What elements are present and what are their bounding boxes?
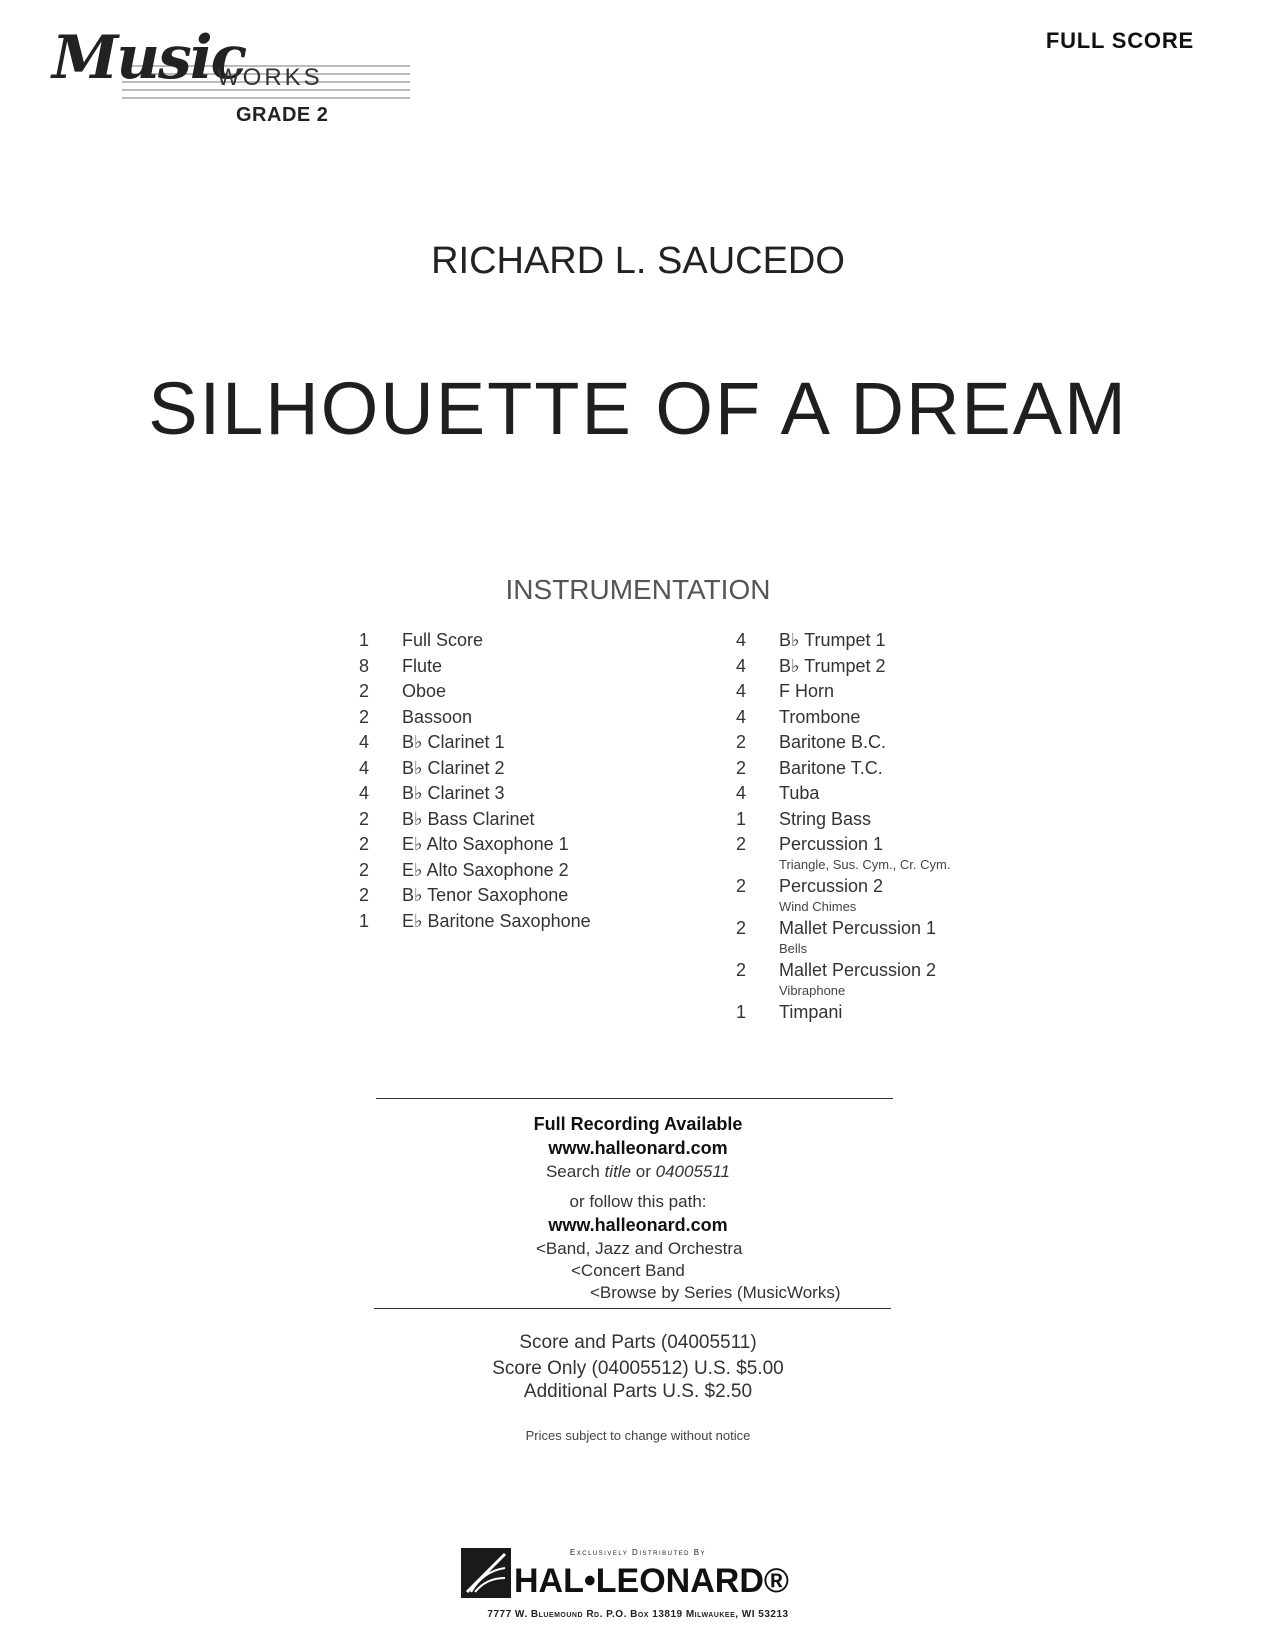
instrument-name: E♭ Alto Saxophone 1 <box>402 834 569 854</box>
instrument-name: Percussion 2 <box>779 876 884 896</box>
instrument-name: B♭ Bass Clarinet <box>402 808 535 829</box>
price-line-2: Score Only (04005512) U.S. $5.00 <box>492 1358 784 1379</box>
path-step-2: <Concert Band <box>571 1261 685 1280</box>
price-disclaimer: Prices subject to change without notice <box>525 1428 751 1443</box>
instrument-name: Baritone B.C. <box>779 732 887 752</box>
instrument-name: B♭ Trumpet 2 <box>779 655 886 676</box>
instrument-name: B♭ Clarinet 1 <box>402 732 505 752</box>
instrument-quantity: 4 <box>735 681 746 701</box>
instrument-quantity: 4 <box>735 783 746 803</box>
instrument-quantity: 1 <box>735 808 746 829</box>
logo-script-text: Music <box>52 23 246 93</box>
divider-top <box>376 1098 893 1099</box>
instrument-name: E♭ Alto Saxophone 2 <box>402 859 569 880</box>
instrument-quantity: 4 <box>735 630 746 650</box>
path-step-1: <Band, Jazz and Orchestra <box>536 1239 743 1258</box>
instrument-name: B♭ Trumpet 1 <box>779 630 886 650</box>
instrument-name: Timpani <box>779 1002 843 1022</box>
instrument-list-left <box>354 630 674 970</box>
instrumentation-heading: INSTRUMENTATION <box>505 574 771 605</box>
score-type-label: FULL SCORE <box>1045 28 1194 53</box>
search-prefix: Search <box>545 1162 600 1181</box>
instrument-note: Vibraphone <box>779 983 846 998</box>
grade-label: GRADE 2 <box>236 104 329 126</box>
piece-title: SILHOUETTE OF A DREAM <box>148 367 1128 450</box>
instrument-quantity: 2 <box>735 757 746 778</box>
search-title-word: title <box>604 1162 632 1181</box>
search-instructions <box>0 1162 1276 1182</box>
instrument-name: Bassoon <box>402 706 473 727</box>
recording-url[interactable]: www.halleonard.com <box>548 1138 728 1158</box>
instrument-name: B♭ Clarinet 2 <box>402 757 505 778</box>
instrument-name: F Horn <box>779 681 835 701</box>
price-line-3: Additional Parts U.S. $2.50 <box>523 1381 753 1402</box>
instrument-quantity: 8 <box>358 655 369 676</box>
instrument-list-right <box>731 630 1051 1050</box>
instrument-quantity: 4 <box>358 757 369 778</box>
instrument-quantity: 2 <box>735 834 746 854</box>
instrument-name: Oboe <box>402 681 447 701</box>
instrument-name: Mallet Percussion 2 <box>779 960 937 980</box>
publisher-address: 7777 W. Bluemound Rd. P.O. Box 13819 Milwaukee, WI 53213 <box>487 1609 789 1620</box>
follow-path-text: or follow this path: <box>569 1192 707 1211</box>
instrument-quantity: 2 <box>358 885 369 905</box>
instrument-quantity: 2 <box>358 834 369 854</box>
instrument-name: Flute <box>402 655 443 676</box>
instrument-name: B♭ Tenor Saxophone <box>402 885 569 905</box>
instrument-note: Triangle, Sus. Cym., Cr. Cym. <box>779 857 951 872</box>
search-or: or <box>635 1162 651 1181</box>
recording-heading: Full Recording Available <box>533 1114 743 1134</box>
instrument-quantity: 1 <box>735 1002 746 1022</box>
instrument-quantity: 4 <box>358 783 369 803</box>
instrument-name: B♭ Clarinet 3 <box>402 783 505 803</box>
hal-leonard-logo-icon <box>461 1548 511 1598</box>
instrument-note: Bells <box>779 941 808 956</box>
instrument-name: Full Score <box>402 630 484 650</box>
search-code: 04005511 <box>655 1162 731 1181</box>
instrument-quantity: 1 <box>358 910 369 931</box>
instrument-quantity: 2 <box>358 681 369 701</box>
instrument-quantity: 1 <box>358 630 369 650</box>
instrument-name: Tuba <box>779 783 820 803</box>
path-step-3: <Browse by Series (MusicWorks) <box>590 1283 841 1302</box>
composer-name: RICHARD L. SAUCEDO <box>431 240 845 282</box>
instrument-quantity: 4 <box>735 655 746 676</box>
instrument-quantity: 2 <box>358 808 369 829</box>
instrument-note: Wind Chimes <box>779 899 857 914</box>
instrument-name: Mallet Percussion 1 <box>779 918 937 938</box>
instrument-quantity: 2 <box>358 706 369 727</box>
instrument-name: String Bass <box>779 808 872 829</box>
publisher-name: HAL•LEONARD® <box>514 1562 789 1600</box>
instrument-quantity: 2 <box>735 918 746 938</box>
price-line-1: Score and Parts (04005511) <box>519 1332 757 1353</box>
instrument-quantity: 2 <box>735 960 746 980</box>
instrument-name: Baritone T.C. <box>779 757 883 778</box>
distributed-by-text: Exclusively Distributed By <box>569 1548 707 1557</box>
instrument-quantity: 2 <box>735 876 746 896</box>
instrument-name: E♭ Baritone Saxophone <box>402 910 591 931</box>
instrument-quantity: 4 <box>358 732 369 752</box>
divider-bottom <box>374 1308 891 1309</box>
path-url[interactable]: www.halleonard.com <box>548 1215 728 1235</box>
instrument-quantity: 2 <box>358 859 369 880</box>
instrument-name: Trombone <box>779 706 861 727</box>
logo-works-text: WORKS <box>217 64 323 91</box>
instrument-name: Percussion 1 <box>779 834 884 854</box>
instrument-quantity: 2 <box>735 732 746 752</box>
instrument-quantity: 4 <box>735 706 746 727</box>
